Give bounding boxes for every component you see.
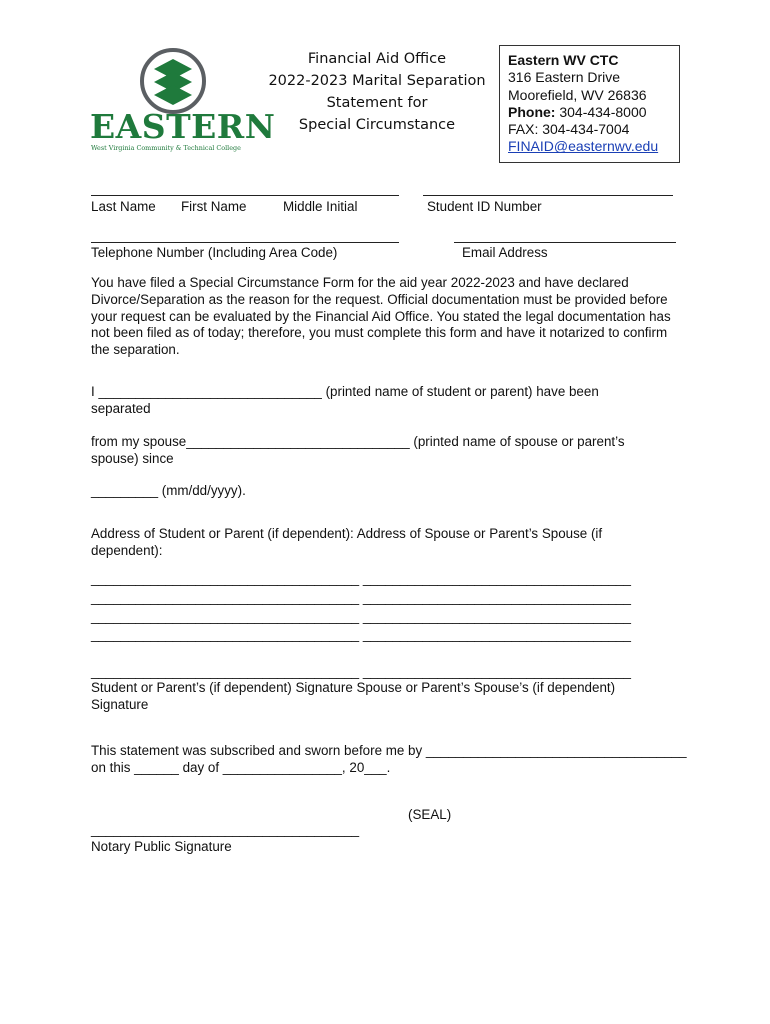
institution-name: Eastern WV CTC — [508, 52, 619, 68]
logo-tagline: West Virginia Community & Technical College — [91, 144, 241, 152]
title-line-3: Statement for — [326, 95, 428, 111]
city-state-zip: Moorefield, WV 26836 — [508, 86, 647, 103]
address-prompt: Address of Student or Parent (if dependent): Address of Spouse or Parent’s Spouse (if — [91, 526, 603, 541]
statement-line-date: _________ (mm/dd/yyyy). — [91, 483, 246, 498]
form-title — [262, 48, 492, 136]
sworn-statement: This statement was subscribed and sworn before me by ___________________________________ — [91, 743, 687, 758]
address-line-3[interactable]: ____________________________________ ____________________________________ — [91, 609, 631, 624]
fax-number: FAX: 304-434-7004 — [508, 121, 630, 138]
sworn-date-line: on this ______ day of ________________, 20___. — [91, 760, 391, 775]
email-address-label: Email Address — [462, 245, 548, 260]
intro-paragraph: You have filed a Special Circumstance Form for the aid year 2022-2023 and have declared Divorce/Separation as the reason for the request. Official documentation must be provided before your request can be evaluated by the Financial Aid Office. You stated the legal documentation has not been filed as of today; therefore, you must complete this form and have it notarized to confirm the separation. — [91, 275, 671, 358]
telephone-field-line[interactable] — [91, 242, 399, 243]
signature-lines[interactable]: ____________________________________ ____________________________________ — [91, 664, 631, 679]
contact-address-box — [499, 45, 680, 163]
title-line-1: Financial Aid Office — [307, 51, 447, 67]
telephone-label: Telephone Number (Including Area Code) — [91, 245, 338, 260]
first-name-label: First Name — [181, 199, 247, 214]
statement-line-separated: separated — [91, 401, 151, 416]
notary-signature-label: Notary Public Signature — [91, 839, 232, 854]
street-address: 316 Eastern Drive — [508, 69, 621, 86]
seal-label: (SEAL) — [408, 807, 452, 822]
email-field-line[interactable] — [454, 242, 676, 243]
logo-wordmark: EASTERN — [90, 107, 276, 146]
address-line-4[interactable]: ____________________________________ ____________________________________ — [91, 627, 631, 642]
phone-number: 304-434-8000 — [559, 103, 647, 120]
address-line-1[interactable]: ____________________________________ ____________________________________ — [91, 571, 631, 586]
title-line-2: 2022-2023 Marital Separation — [268, 73, 486, 89]
eastern-logo — [88, 46, 276, 158]
phone-label: Phone: — [508, 103, 556, 120]
middle-initial-label: Middle Initial — [283, 199, 358, 214]
last-name-label: Last Name — [91, 199, 156, 214]
address-line-2[interactable]: ____________________________________ ____________________________________ — [91, 590, 631, 605]
student-id-label: Student ID Number — [427, 199, 542, 214]
notary-signature-line[interactable]: ____________________________________ — [91, 822, 360, 837]
statement-line-spouse-name: from my spouse______________________________ (printed name of spouse or parent’s — [91, 434, 625, 449]
statement-line-printed-name: I ______________________________ (printed name of student or parent) have been — [91, 384, 599, 399]
statement-line-since: spouse) since — [91, 451, 174, 466]
title-line-4: Special Circumstance — [298, 117, 456, 133]
signature-labels: Student or Parent’s (if dependent) Signature Spouse or Parent’s Spouse’s (if dependent) — [91, 680, 616, 695]
student-id-field-line[interactable] — [423, 195, 673, 196]
address-prompt-cont: dependent): — [91, 543, 163, 558]
email-link[interactable]: FINAID@easternwv.edu — [508, 138, 659, 155]
signature-label-cont: Signature — [91, 697, 149, 712]
name-field-line[interactable] — [91, 195, 399, 196]
